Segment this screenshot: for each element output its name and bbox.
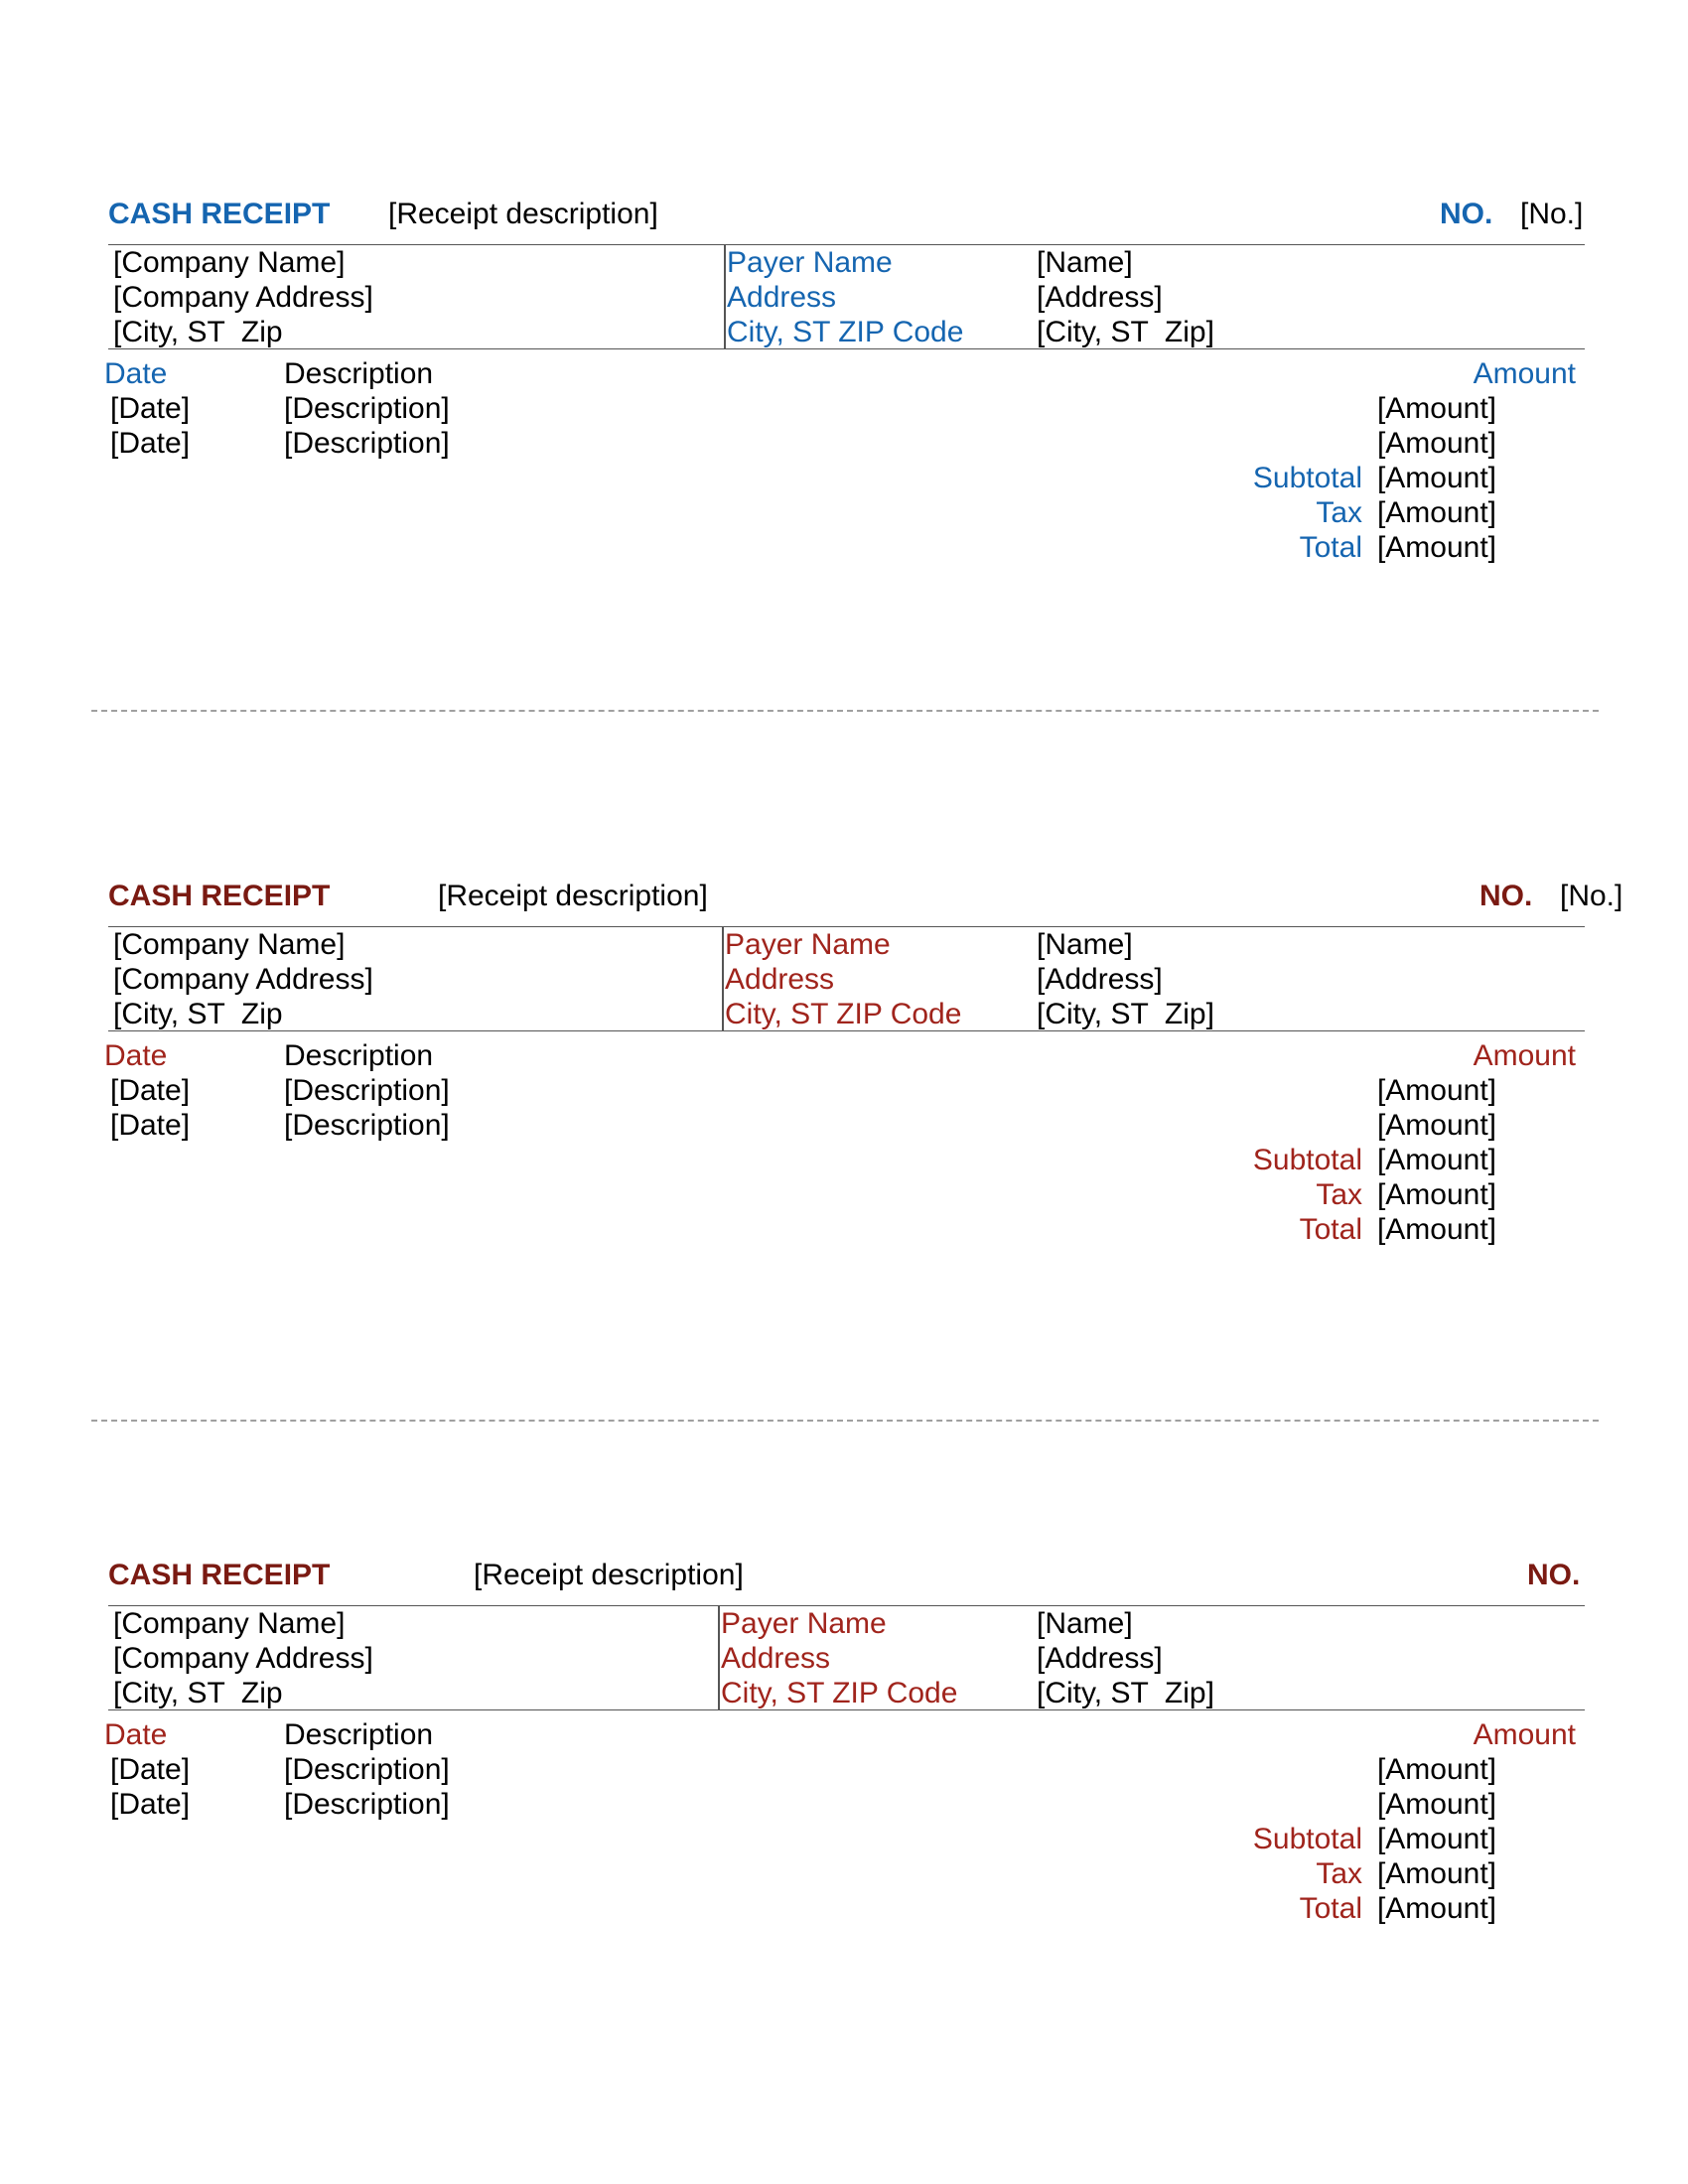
receipt-description: [Receipt description] <box>438 880 708 912</box>
payer-labels <box>721 1606 957 1710</box>
payer-address-value: [Address] <box>1037 963 1163 996</box>
item-date: [Date] <box>110 1753 191 1786</box>
payer-name-label: Payer Name <box>721 1607 887 1640</box>
subtotal-label: Subtotal <box>1252 462 1362 494</box>
receipt-number-value: [No.] <box>1560 880 1623 912</box>
receipt-2 <box>0 879 1688 1296</box>
item-date: [Date] <box>110 392 191 425</box>
payer-values <box>1037 245 1214 349</box>
item-description: [Description] <box>284 1753 450 1786</box>
receipt-description: [Receipt description] <box>474 1559 744 1591</box>
payer-city-label: City, ST ZIP Code <box>725 998 962 1030</box>
company-address: [Company Address] <box>113 963 373 996</box>
payer-name-value: [Name] <box>1037 1607 1133 1640</box>
payer-city-value: [City, ST Zip] <box>1037 998 1214 1030</box>
subtotal-label: Subtotal <box>1252 1144 1362 1176</box>
tax-amount: [Amount] <box>1376 1178 1496 1211</box>
tax-label: Tax <box>1316 496 1362 529</box>
cut-line <box>91 1420 1599 1422</box>
receipt-number-label: NO. <box>1440 198 1493 230</box>
item-amount: [Amount] <box>1376 1074 1496 1107</box>
receipt-info-box <box>108 1605 1585 1710</box>
total-label: Total <box>1299 1892 1362 1925</box>
payer-labels <box>727 245 963 349</box>
receipt-title: CASH RECEIPT <box>108 198 331 230</box>
payer-address-label: Address <box>721 1642 831 1675</box>
company-address: [Company Address] <box>113 281 373 314</box>
amount-header: Amount <box>1473 1039 1576 1072</box>
total-label: Total <box>1299 531 1362 564</box>
total-amount: [Amount] <box>1376 1213 1496 1246</box>
receipt-info-box <box>108 244 1585 349</box>
receipt-number-value: [No.] <box>1520 198 1584 230</box>
payer-name-label: Payer Name <box>727 246 893 279</box>
receipt-1 <box>0 197 1688 614</box>
payer-values <box>1037 1606 1214 1710</box>
item-date: [Date] <box>110 1788 191 1821</box>
item-date: [Date] <box>110 1074 191 1107</box>
item-description: [Description] <box>284 427 450 460</box>
company-name: [Company Name] <box>113 928 346 961</box>
amount-header: Amount <box>1473 357 1576 390</box>
payer-address-label: Address <box>727 281 837 314</box>
payer-city-value: [City, ST Zip] <box>1037 316 1214 348</box>
receipt-title: CASH RECEIPT <box>108 880 331 912</box>
item-amount: [Amount] <box>1376 427 1496 460</box>
subtotal-label: Subtotal <box>1252 1823 1362 1855</box>
receipt-description: [Receipt description] <box>388 198 658 230</box>
receipt-number-label: NO. <box>1527 1559 1581 1591</box>
description-header: Description <box>284 357 434 390</box>
subtotal-amount: [Amount] <box>1376 462 1496 494</box>
total-amount: [Amount] <box>1376 1892 1496 1925</box>
description-header: Description <box>284 1039 434 1072</box>
item-amount: [Amount] <box>1376 1753 1496 1786</box>
payer-name-value: [Name] <box>1037 928 1133 961</box>
payer-name-value: [Name] <box>1037 246 1133 279</box>
item-description: [Description] <box>284 1788 450 1821</box>
item-date: [Date] <box>110 427 191 460</box>
total-amount: [Amount] <box>1376 531 1496 564</box>
tax-label: Tax <box>1316 1178 1362 1211</box>
item-date: [Date] <box>110 1109 191 1142</box>
company-block <box>113 927 373 1031</box>
subtotal-amount: [Amount] <box>1376 1823 1496 1855</box>
tax-amount: [Amount] <box>1376 1857 1496 1890</box>
company-name: [Company Name] <box>113 1607 346 1640</box>
date-header: Date <box>104 1718 168 1751</box>
item-amount: [Amount] <box>1376 1788 1496 1821</box>
tax-label: Tax <box>1316 1857 1362 1890</box>
payer-name-label: Payer Name <box>725 928 891 961</box>
receipt-info-box <box>108 926 1585 1031</box>
company-city: [City, ST Zip <box>113 1677 283 1709</box>
company-city: [City, ST Zip <box>113 998 283 1030</box>
payer-address-label: Address <box>725 963 835 996</box>
payer-city-label: City, ST ZIP Code <box>727 316 964 348</box>
payer-address-value: [Address] <box>1037 1642 1163 1675</box>
payer-city-label: City, ST ZIP Code <box>721 1677 958 1709</box>
payer-address-value: [Address] <box>1037 281 1163 314</box>
company-name: [Company Name] <box>113 246 346 279</box>
payer-city-value: [City, ST Zip] <box>1037 1677 1214 1709</box>
item-description: [Description] <box>284 1109 450 1142</box>
item-amount: [Amount] <box>1376 1109 1496 1142</box>
total-label: Total <box>1299 1213 1362 1246</box>
company-city: [City, ST Zip <box>113 316 283 348</box>
item-description: [Description] <box>284 392 450 425</box>
subtotal-amount: [Amount] <box>1376 1144 1496 1176</box>
amount-header: Amount <box>1473 1718 1576 1751</box>
company-block <box>113 1606 373 1710</box>
date-header: Date <box>104 1039 168 1072</box>
receipt-title: CASH RECEIPT <box>108 1559 331 1591</box>
receipt-3 <box>0 1558 1688 1975</box>
info-divider <box>724 245 726 348</box>
cut-line <box>91 710 1599 712</box>
tax-amount: [Amount] <box>1376 496 1496 529</box>
payer-labels <box>725 927 961 1031</box>
payer-values <box>1037 927 1214 1031</box>
info-divider <box>718 1606 720 1709</box>
item-description: [Description] <box>284 1074 450 1107</box>
item-amount: [Amount] <box>1376 392 1496 425</box>
info-divider <box>722 927 724 1030</box>
date-header: Date <box>104 357 168 390</box>
company-block <box>113 245 373 349</box>
receipt-number-label: NO. <box>1479 880 1533 912</box>
description-header: Description <box>284 1718 434 1751</box>
company-address: [Company Address] <box>113 1642 373 1675</box>
